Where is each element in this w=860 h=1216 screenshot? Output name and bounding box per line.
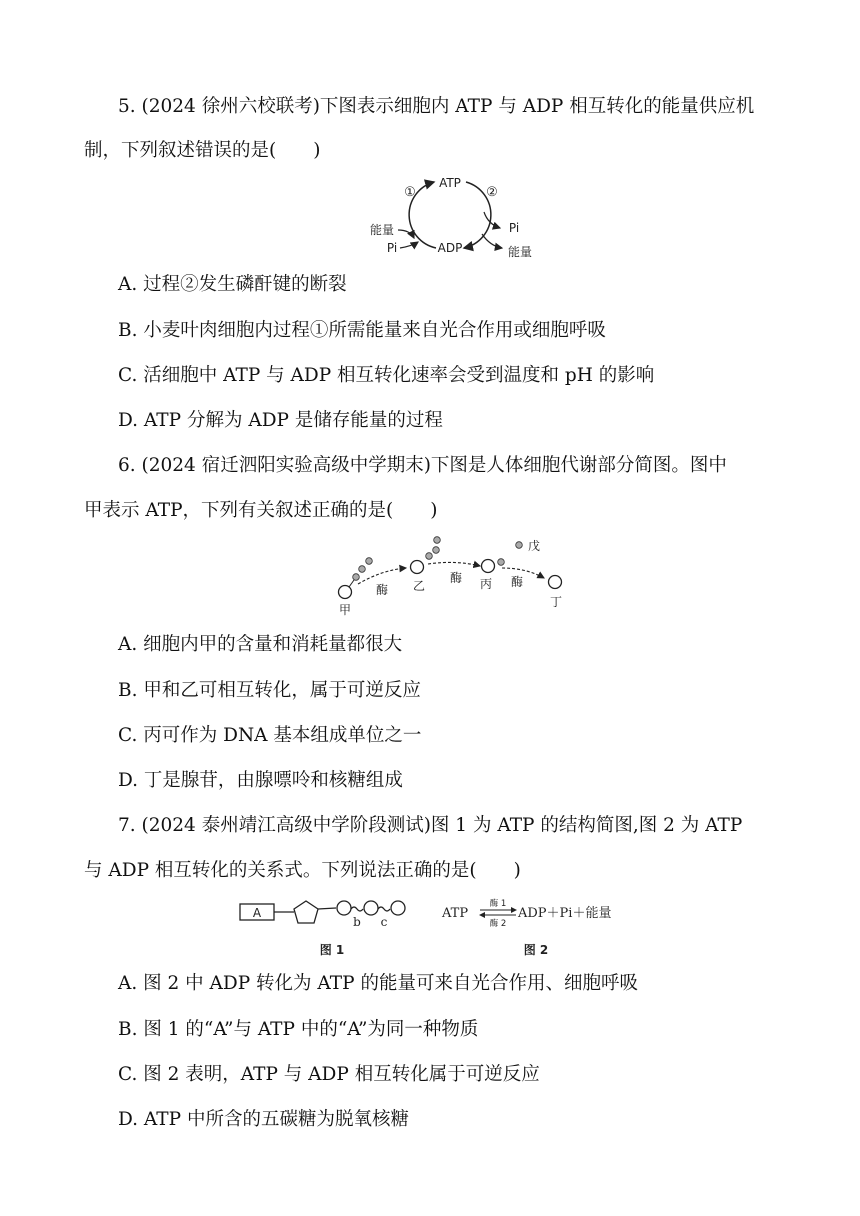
- q7-enzyme-2-label: 酶 2: [489, 919, 507, 929]
- q5-stem-line2: 制，下列叙述错误的是( ): [84, 140, 321, 161]
- q6-label-jia: 甲: [338, 603, 352, 617]
- q7-fig1-caption: 图 1: [319, 943, 345, 957]
- q6-enzyme-3: 酶: [510, 575, 524, 589]
- q6-wu-phosphate: [516, 542, 523, 549]
- q5-pi-in-arrow: [400, 242, 418, 248]
- q6-label-bing: 丙: [479, 577, 493, 591]
- q6-option-d: D. 丁是腺苷，由腺嘌呤和核糖组成: [118, 770, 403, 791]
- q7-bond-b: [351, 907, 363, 911]
- q6-jia-phosphate: [353, 574, 360, 581]
- q5-option-d: D. ATP 分解为 ADP 是储存能量的过程: [118, 410, 443, 431]
- q6-released-phosphate: [434, 537, 441, 544]
- q6-arrow-2: [428, 562, 480, 566]
- q7-stem-line2: 与 ADP 相互转化的关系式。下列说法正确的是( ): [84, 860, 521, 881]
- q7-stem-line1: 7. (2024 泰州靖江高级中学阶段测试)图 1 为 ATP 的结构简图,图 2 为 ATP: [118, 815, 743, 836]
- q7-option-d: D. ATP 中所含的五碳糖为脱氧核糖: [118, 1109, 409, 1130]
- q7-enzyme-1-label: 酶 1: [489, 899, 507, 909]
- q6-enzyme-1: 酶: [375, 583, 389, 597]
- q6-jia-phosphate: [359, 566, 366, 573]
- q7-phosphate-1: [337, 901, 351, 915]
- q6-yi-node: [411, 561, 424, 574]
- q7-phosphate-2: [364, 901, 378, 915]
- q5-energy-out-label: 能量: [507, 245, 533, 259]
- q5-energy-in-arrow: [398, 230, 414, 238]
- q6-metabolism-diagram: [330, 534, 570, 624]
- q6-bing-node: [482, 560, 495, 573]
- q6-jia-adenosine: [339, 586, 352, 599]
- q7-eq-right: ADP＋Pi＋能量: [518, 906, 612, 921]
- q5-energy-in-label: 能量: [369, 223, 395, 237]
- q5-energy-out-arrow: [482, 234, 502, 248]
- q5-pi-in-label: Pi: [386, 241, 398, 255]
- q6-label-wu: 戊: [527, 539, 541, 553]
- q5-atp-adp-cycle-diagram: [360, 168, 540, 264]
- q7-phosphate-3: [391, 901, 405, 915]
- q7-option-c: C. 图 2 表明，ATP 与 ADP 相互转化属于可逆反应: [118, 1064, 540, 1085]
- q6-stem-line2: 甲表示 ATP，下列有关叙述正确的是( ): [84, 500, 438, 521]
- q6-enzyme-2: 酶: [449, 571, 463, 585]
- q6-option-a: A. 细胞内甲的含量和消耗量都很大: [118, 634, 403, 655]
- q5-pi-out-arrow: [484, 212, 500, 228]
- q6-stem-line1: 6. (2024 宿迁泗阳实验高级中学期末)下图是人体细胞代谢部分简图。图中: [118, 455, 727, 476]
- q6-option-b: B. 甲和乙可相互转化，属于可逆反应: [118, 680, 421, 701]
- q7-bond-c-label: c: [380, 915, 388, 929]
- q6-jia-phosphate: [366, 558, 373, 565]
- q5-marker-1: ①: [404, 185, 416, 200]
- q5-atp-label: ATP: [439, 176, 461, 190]
- q7-pentose-pentagon: [294, 901, 318, 923]
- q7-option-b: B. 图 1 的“A”与 ATP 中的“A”为同一种物质: [118, 1019, 479, 1040]
- q5-stem-line1: 5. (2024 徐州六校联考)下图表示细胞内 ATP 与 ADP 相互转化的能量供应机: [118, 96, 755, 117]
- q5-option-a: A. 过程②发生磷酐键的断裂: [118, 274, 347, 295]
- q5-adp-label: ADP: [437, 241, 463, 255]
- q6-yi-phosphate: [426, 553, 433, 560]
- q7-fig2-caption: 图 2: [523, 943, 549, 957]
- q6-bing-phosphate: [498, 559, 505, 566]
- q5-option-b: B. 小麦叶肉细胞内过程①所需能量来自光合作用或细胞呼吸: [118, 320, 606, 341]
- q6-option-c: C. 丙可作为 DNA 基本组成单位之一: [118, 725, 422, 746]
- q6-ding-node: [549, 576, 562, 589]
- q6-label-yi: 乙: [412, 579, 426, 593]
- q5-option-c: C. 活细胞中 ATP 与 ADP 相互转化速率会受到温度和 pH 的影响: [118, 365, 655, 386]
- q7-eq-atp: ATP: [442, 906, 469, 921]
- q5-marker-2: ②: [486, 185, 498, 200]
- q7-atp-structure-figure: [236, 896, 436, 962]
- q7-atp-adp-equation-figure: [440, 896, 640, 962]
- q7-bond-b-label: b: [353, 915, 361, 929]
- q6-label-ding: 丁: [549, 595, 563, 609]
- q7-bond-c: [378, 907, 390, 911]
- q7-box-label: A: [252, 906, 262, 920]
- q5-pi-out-label: Pi: [508, 221, 520, 235]
- q7-option-a: A. 图 2 中 ADP 转化为 ATP 的能量可来自光合作用、细胞呼吸: [118, 973, 638, 994]
- q6-yi-phosphate: [433, 547, 440, 554]
